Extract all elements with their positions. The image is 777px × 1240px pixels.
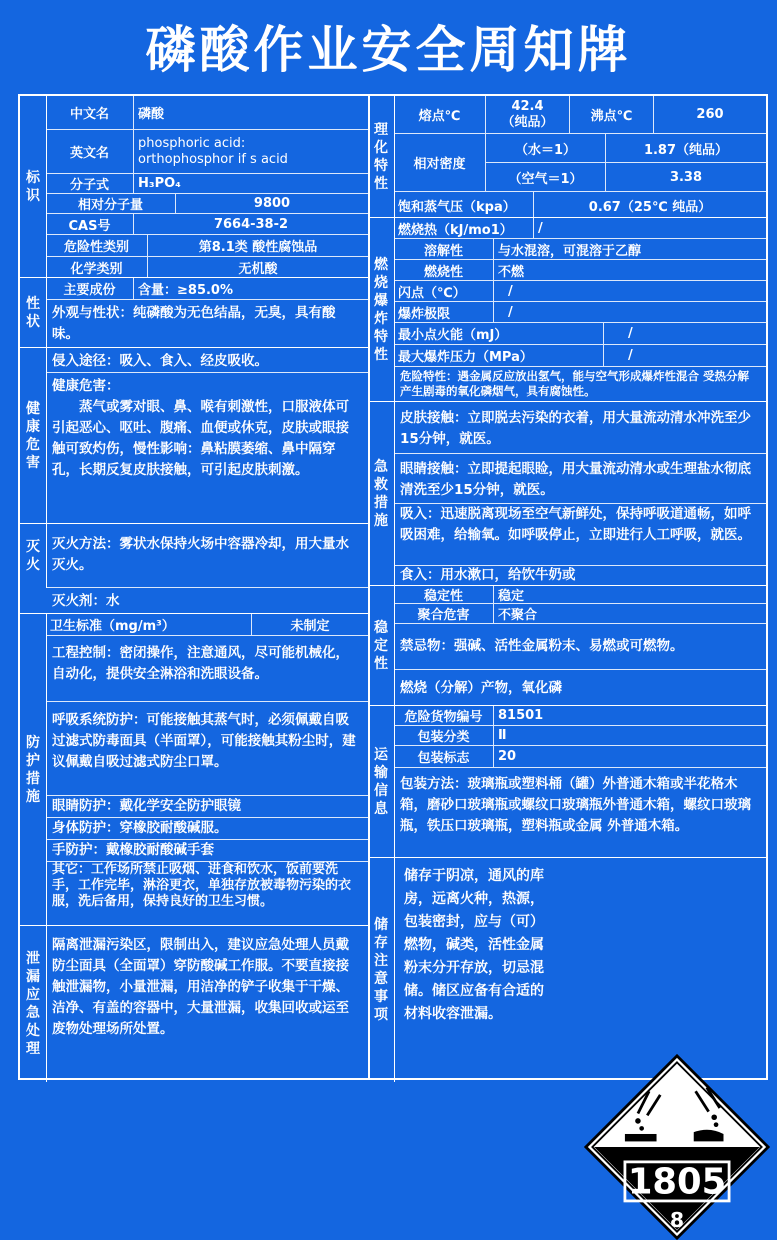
en-name-row xyxy=(46,130,368,174)
cn-name-row xyxy=(46,96,368,130)
stability-row xyxy=(394,586,766,604)
field-value: 无机酸 xyxy=(238,262,278,277)
main-component-row xyxy=(46,278,368,300)
vapor-pressure-row xyxy=(394,192,766,218)
en-name-line: phosphoric acid: xyxy=(138,135,246,151)
hazard-title: 健康危害： xyxy=(52,378,120,394)
field-label: 最大爆炸压力（MPa） xyxy=(394,345,604,366)
field-value: 9800 xyxy=(253,196,291,211)
density-row xyxy=(394,134,766,192)
field-value xyxy=(486,96,570,133)
hygiene-standard-row xyxy=(46,614,368,636)
density-values xyxy=(486,134,766,191)
section-firstaid xyxy=(368,402,766,586)
packaging-method-text: 包装方法：玻璃瓶或塑料桶（罐）外普通木箱或半花格木箱，磨砂口玻璃瓶或螺纹口玻璃瓶外普通木箱，螺纹口玻璃瓶，铁压口玻璃瓶，塑料瓶或金属 外普通木箱。 xyxy=(400,776,751,834)
field-label: 主要成份 xyxy=(46,278,134,299)
density-water xyxy=(486,134,766,163)
density-air xyxy=(486,163,766,191)
page-title: 磷酸作业安全周知牌 xyxy=(145,21,632,79)
section-label: 健康危害 xyxy=(20,348,47,523)
mp-line: （纯品） xyxy=(501,114,554,130)
section-label: 运输信息 xyxy=(368,706,395,857)
info-table xyxy=(18,94,768,1232)
mw-row xyxy=(46,194,368,214)
flammability-row xyxy=(394,260,766,281)
field-label: （水＝1） xyxy=(486,134,606,162)
chem-class-row xyxy=(46,257,368,278)
field-label: 危险货物编号 xyxy=(394,706,494,725)
field-value: 未制定 xyxy=(290,619,330,634)
appearance-text: 外观与性状：纯磷酸为无色结晶，无臭，具有酸味。 xyxy=(52,305,336,342)
mp-line: 42.4 xyxy=(511,98,544,114)
inhalation-text: 吸入：迅速脱离现场至空气新鲜处，保持呼吸道通畅，如呼吸困难，给输氧。如呼吸停止，立即进行人工呼吸，就医。 xyxy=(394,504,766,566)
field-value: 0.67（25℃ 纯品） xyxy=(588,199,712,215)
field-value: / xyxy=(538,220,543,236)
polymerization-row xyxy=(394,604,766,624)
cas-row xyxy=(46,214,368,235)
field-label: 最小点火能（mJ） xyxy=(394,323,604,344)
field-value: 磷酸 xyxy=(138,107,165,122)
section-physchem xyxy=(368,96,766,218)
field-value: 不聚合 xyxy=(498,608,538,623)
un-number-row xyxy=(394,706,766,726)
section-label: 灭火 xyxy=(20,524,47,588)
section-label: 理化特性 xyxy=(368,96,395,217)
field-label: 闪点（℃） xyxy=(394,281,494,301)
field-value: / xyxy=(628,348,633,363)
storage-text: 储存于阴凉，通风的库房，远离火种，热源，包装密封，应与（可）燃物，碱类，活性金属粉末分开存放，切忌混储。储区应备有合适的材料收容泄漏。 xyxy=(404,868,544,1022)
field-label: 稳定性 xyxy=(394,586,494,603)
pack-class-row xyxy=(394,726,766,746)
field-value xyxy=(134,130,292,173)
field-label: 卫生标准（mg/m³） xyxy=(46,614,252,635)
field-label: 爆炸极限 xyxy=(394,302,494,322)
eye-protection-text: 眼睛防护：戴化学安全防护眼镜 xyxy=(46,796,368,818)
route-text: 侵入途径：吸入、食入、经皮吸收。 xyxy=(46,348,368,373)
field-label: 溶解性 xyxy=(394,239,494,259)
field-label: 包装分类 xyxy=(394,726,494,745)
field-label: 危险性类别 xyxy=(46,235,148,256)
field-value: 含量：≥85.0% xyxy=(138,283,233,298)
section-fire xyxy=(20,524,368,614)
hazard-body: 蒸气或雾对眼、鼻、喉有刺激性，口服液体可引起恶心、呕吐、腹痛、血便或休克，皮肤或眼接触可致灼伤，慢性影响：鼻粘膜萎缩、鼻中隔穿孔，长期反复皮肤接触，可引起皮肤刺激。 xyxy=(52,399,349,478)
field-label: 熔点℃ xyxy=(394,96,486,133)
melting-boiling-row xyxy=(394,96,766,134)
hazard-class-row xyxy=(46,235,368,257)
corrosive-hazard-sign-icon xyxy=(584,1054,770,1240)
section-properties xyxy=(20,278,368,348)
field-label: 相对分子量 xyxy=(46,194,176,213)
section-health xyxy=(20,348,368,524)
field-label: 包装标志 xyxy=(394,746,494,767)
section-combustion xyxy=(368,218,766,402)
field-value: / xyxy=(508,283,513,299)
field-label: 饱和蒸气压（kpa） xyxy=(394,192,534,218)
leak-text: 隔离泄漏污染区，限制出入，建议应急处理人员戴防尘面具（全面罩）穿防酸碱工作服。不要直接接触泄漏物，小量泄漏，用洁净的铲子收集于干燥、洁净、有盖的容器中，大量泄漏，收集回收或运至废物处理场所处置。 xyxy=(52,937,349,1037)
field-label: 沸点℃ xyxy=(570,96,654,133)
section-protection xyxy=(20,614,368,926)
section-leak xyxy=(20,926,368,1082)
other-protection-text: 其它：工作场所禁止吸烟、进食和饮水，饭前要洗手，工作完毕，淋浴更衣，单独存放被毒物污染的衣服，洗后备用，保持良好的卫生习惯。 xyxy=(52,862,352,909)
right-column xyxy=(368,96,766,1232)
field-value: 不燃 xyxy=(498,264,525,280)
field-value: 260 xyxy=(696,107,724,122)
fire-method-text: 灭火方法：雾状水保持火场中容器冷却，用大量水灭火。 xyxy=(46,524,368,588)
min-ignition-row xyxy=(394,323,766,345)
field-value: / xyxy=(628,326,633,341)
field-label: CAS号 xyxy=(46,214,134,234)
field-value: / xyxy=(508,304,513,320)
explosion-limit-row xyxy=(394,302,766,323)
field-label: （空气＝1） xyxy=(486,163,606,191)
class-number-text: 8 xyxy=(669,1207,685,1232)
field-value: 第8.1类 酸性腐蚀品 xyxy=(198,240,318,255)
section-label: 储存注意事项 xyxy=(368,858,395,1082)
field-value: Ⅱ xyxy=(498,728,507,743)
danger-text: 危险特性：遇金属反应放出氢气，能与空气形成爆炸性混合 受热分解产生剧毒的氧化磷烟气，具有腐蚀性。 xyxy=(400,369,749,398)
formula-row xyxy=(46,174,368,194)
field-value: 与水混溶，可混溶于乙醇 xyxy=(498,243,642,259)
field-value: 20 xyxy=(498,749,517,764)
field-value: 1.87（纯品） xyxy=(643,142,729,158)
eye-contact-text: 眼睛接触：立即提起眼睑，用大量流动清水或生理盐水彻底清洗至少15分钟，就医。 xyxy=(394,454,766,504)
un-number-text: 1805 xyxy=(627,1161,727,1203)
solubility-row xyxy=(394,239,766,260)
health-hazard-text xyxy=(46,373,368,524)
field-label: 燃烧热（kJ/mo1） xyxy=(394,218,534,238)
field-value: 7664-38-2 xyxy=(213,216,289,232)
field-label: 燃烧性 xyxy=(394,260,494,280)
field-value: 稳定 xyxy=(498,589,525,604)
left-column xyxy=(20,96,370,1078)
respiratory-protection-text: 呼吸系统防护：可能接触其蒸气时，必须佩戴自吸过滤式防毒面具（半面罩），可能接触其粉尘时，建议佩戴自吸过滤式防尘口罩。 xyxy=(46,702,368,796)
ingestion-text: 食入：用水漱口，给饮牛奶或 xyxy=(400,567,576,583)
field-label: 分子式 xyxy=(46,174,134,193)
combustion-heat-row xyxy=(394,218,766,239)
pack-mark-row xyxy=(394,746,766,768)
section-label: 防护措施 xyxy=(20,614,47,925)
hand-protection-text: 手防护：戴橡胶耐酸碱手套 xyxy=(46,840,368,862)
field-label: 聚合危害 xyxy=(394,604,494,623)
section-label: 稳定性 xyxy=(368,586,395,705)
fire-agent-text: 灭火剂：水 xyxy=(52,593,120,609)
field-label: 中文名 xyxy=(46,96,134,129)
section-transport xyxy=(368,706,766,858)
section-label: 急救措施 xyxy=(368,402,395,585)
field-value: 3.38 xyxy=(669,169,703,185)
field-label: 相对密度 xyxy=(394,134,486,191)
max-pressure-row xyxy=(394,345,766,367)
field-label: 英文名 xyxy=(46,130,134,173)
flash-point-row xyxy=(394,281,766,302)
field-label: 化学类别 xyxy=(46,257,148,278)
section-label: 性状 xyxy=(20,278,47,347)
skin-contact-text: 皮肤接触：立即脱去污染的衣着，用大量流动清水冲洗至少15分钟，就医。 xyxy=(394,402,766,454)
field-value: 81501 xyxy=(498,708,544,723)
en-name-line: orthophosphor if s acid xyxy=(138,151,288,167)
engineering-control-text: 工程控制：密闭操作，注意通风，尽可能机械化，自动化，提供安全淋浴和洗眼设备。 xyxy=(46,636,368,702)
field-value: H₃PO₄ xyxy=(138,176,181,191)
body-protection-text: 身体防护：穿橡胶耐酸碱服。 xyxy=(46,818,368,840)
section-label: 泄漏应急处理 xyxy=(20,926,47,1082)
section-label: 燃烧爆炸特性 xyxy=(368,218,395,401)
section-label: 标识 xyxy=(20,96,47,277)
section-stability xyxy=(368,586,766,706)
section-identification xyxy=(20,96,368,278)
incompatible-text: 禁忌物：强碱、活性金属粉末、易燃或可燃物。 xyxy=(394,624,766,670)
section-storage xyxy=(368,858,766,1232)
decomposition-text: 燃烧（分解）产物，氧化磷 xyxy=(400,680,562,696)
